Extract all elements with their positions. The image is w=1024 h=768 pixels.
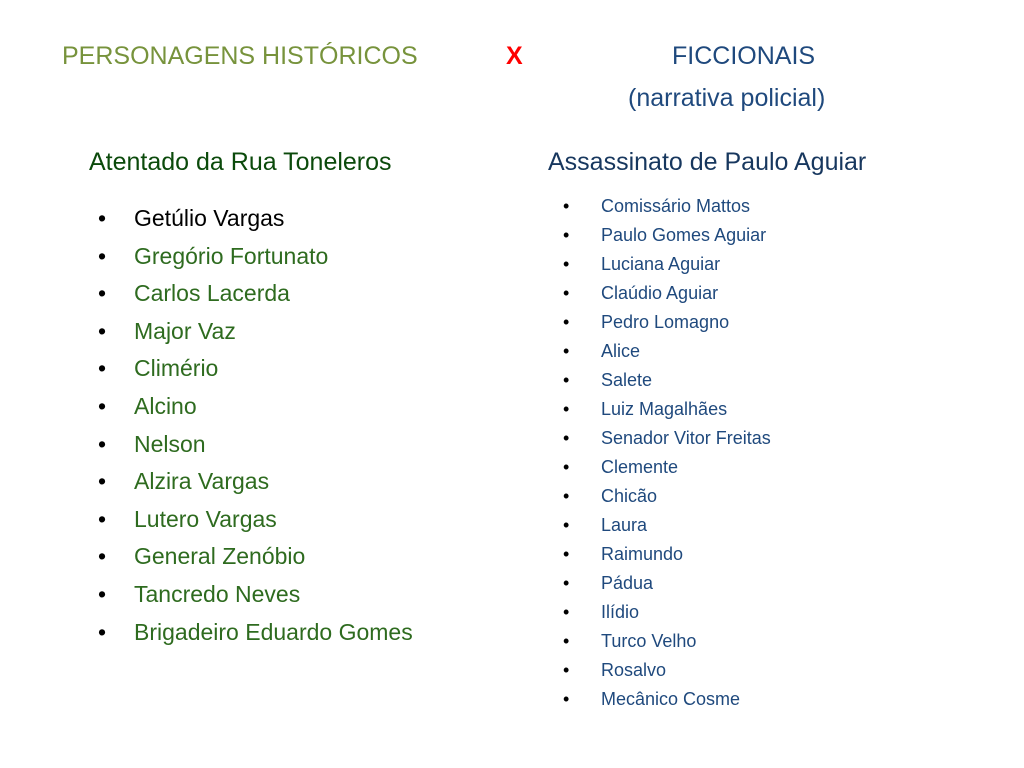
list-item bbox=[98, 614, 413, 652]
list-item bbox=[98, 463, 413, 501]
list-item bbox=[98, 501, 413, 539]
list-item-label: Ilídio bbox=[601, 602, 640, 622]
bullet-icon: • bbox=[563, 631, 570, 651]
list-item bbox=[98, 388, 413, 426]
list-item bbox=[563, 685, 771, 714]
list-item-label: Alice bbox=[601, 341, 641, 361]
bullet-icon: • bbox=[563, 457, 570, 477]
list-item-label: Alcino bbox=[134, 392, 197, 419]
list-item bbox=[563, 395, 771, 424]
list-item-label: Gregório Fortunato bbox=[134, 242, 329, 269]
list-item bbox=[563, 511, 771, 540]
list-item-label: Lutero Vargas bbox=[134, 505, 277, 532]
list-item-label: Mecânico Cosme bbox=[601, 689, 741, 709]
list-item-label: Alzira Vargas bbox=[134, 468, 270, 495]
bullet-icon: • bbox=[98, 618, 107, 645]
list-item-label: Luiz Magalhães bbox=[601, 399, 728, 419]
list-item-label: Comissário Mattos bbox=[601, 196, 751, 216]
list-item bbox=[563, 337, 771, 366]
fictional-characters-list bbox=[563, 192, 771, 714]
list-item-label: Rosalvo bbox=[601, 660, 667, 680]
list-item bbox=[563, 279, 771, 308]
versus-mark: X bbox=[506, 42, 523, 70]
bullet-icon: • bbox=[98, 205, 107, 231]
historic-characters-title: PERSONAGENS HISTÓRICOS bbox=[62, 42, 418, 70]
list-item bbox=[563, 308, 771, 337]
list-item bbox=[98, 200, 413, 238]
bullet-icon: • bbox=[98, 430, 107, 457]
bullet-icon: • bbox=[98, 468, 107, 495]
list-item bbox=[563, 192, 771, 221]
list-item bbox=[563, 627, 771, 656]
left-column-heading: Atentado da Rua Toneleros bbox=[89, 148, 392, 176]
list-item-label: Raimundo bbox=[601, 544, 684, 564]
list-item-label: Claúdio Aguiar bbox=[601, 283, 719, 303]
list-item-label: Major Vaz bbox=[134, 317, 236, 344]
list-item bbox=[563, 424, 771, 453]
list-item bbox=[98, 576, 413, 614]
bullet-icon: • bbox=[563, 312, 570, 332]
list-item bbox=[563, 598, 771, 627]
right-column-heading: Assassinato de Paulo Aguiar bbox=[548, 148, 867, 176]
bullet-icon: • bbox=[563, 486, 570, 506]
list-item bbox=[563, 453, 771, 482]
list-item bbox=[563, 569, 771, 598]
bullet-icon: • bbox=[563, 515, 570, 535]
bullet-icon: • bbox=[563, 341, 570, 361]
bullet-icon: • bbox=[563, 428, 570, 448]
list-item-label: Senador Vitor Freitas bbox=[601, 428, 771, 448]
fictional-characters-subtitle: (narrativa policial) bbox=[628, 84, 826, 112]
list-item-label: Clemente bbox=[601, 457, 679, 477]
bullet-icon: • bbox=[563, 573, 570, 593]
bullet-icon: • bbox=[563, 689, 570, 709]
list-item-label: Nelson bbox=[134, 430, 206, 457]
bullet-icon: • bbox=[563, 225, 570, 245]
historic-characters-list bbox=[98, 200, 413, 651]
bullet-icon: • bbox=[98, 505, 107, 532]
bullet-icon: • bbox=[563, 660, 570, 680]
bullet-icon: • bbox=[563, 602, 570, 622]
list-item bbox=[98, 350, 413, 388]
bullet-icon: • bbox=[563, 196, 570, 216]
bullet-icon: • bbox=[98, 392, 107, 419]
list-item-label: Salete bbox=[601, 370, 653, 390]
bullet-icon: • bbox=[563, 254, 570, 274]
list-item-label: Turco Velho bbox=[601, 631, 697, 651]
list-item bbox=[563, 221, 771, 250]
bullet-icon: • bbox=[563, 399, 570, 419]
list-item-label: Brigadeiro Eduardo Gomes bbox=[134, 618, 413, 645]
list-item bbox=[98, 426, 413, 464]
list-item-label: Getúlio Vargas bbox=[134, 205, 285, 231]
list-item-label: Paulo Gomes Aguiar bbox=[601, 225, 767, 245]
bullet-icon: • bbox=[563, 370, 570, 390]
bullet-icon: • bbox=[98, 242, 107, 269]
list-item bbox=[98, 538, 413, 576]
bullet-icon: • bbox=[98, 280, 107, 307]
list-item bbox=[563, 540, 771, 569]
list-item-label: Carlos Lacerda bbox=[134, 280, 290, 307]
list-item-label: Climério bbox=[134, 355, 219, 382]
bullet-icon: • bbox=[98, 543, 107, 570]
list-item bbox=[98, 313, 413, 351]
list-item bbox=[563, 482, 771, 511]
list-item bbox=[98, 275, 413, 313]
fictional-characters-title: FICCIONAIS bbox=[672, 42, 816, 70]
list-item bbox=[563, 366, 771, 395]
list-item bbox=[563, 250, 771, 279]
bullet-icon: • bbox=[563, 283, 570, 303]
bullet-icon: • bbox=[98, 580, 107, 607]
bullet-icon: • bbox=[98, 317, 107, 344]
list-item-label: Pedro Lomagno bbox=[601, 312, 730, 332]
list-item-label: Tancredo Neves bbox=[134, 580, 301, 607]
list-item-label: Pádua bbox=[601, 573, 654, 593]
list-item-label: Chicão bbox=[601, 486, 658, 506]
bullet-icon: • bbox=[98, 355, 107, 382]
list-item bbox=[98, 238, 413, 276]
list-item bbox=[563, 656, 771, 685]
bullet-icon: • bbox=[563, 544, 570, 564]
list-item-label: Laura bbox=[601, 515, 648, 535]
list-item-label: General Zenóbio bbox=[134, 543, 306, 570]
list-item-label: Luciana Aguiar bbox=[601, 254, 721, 274]
